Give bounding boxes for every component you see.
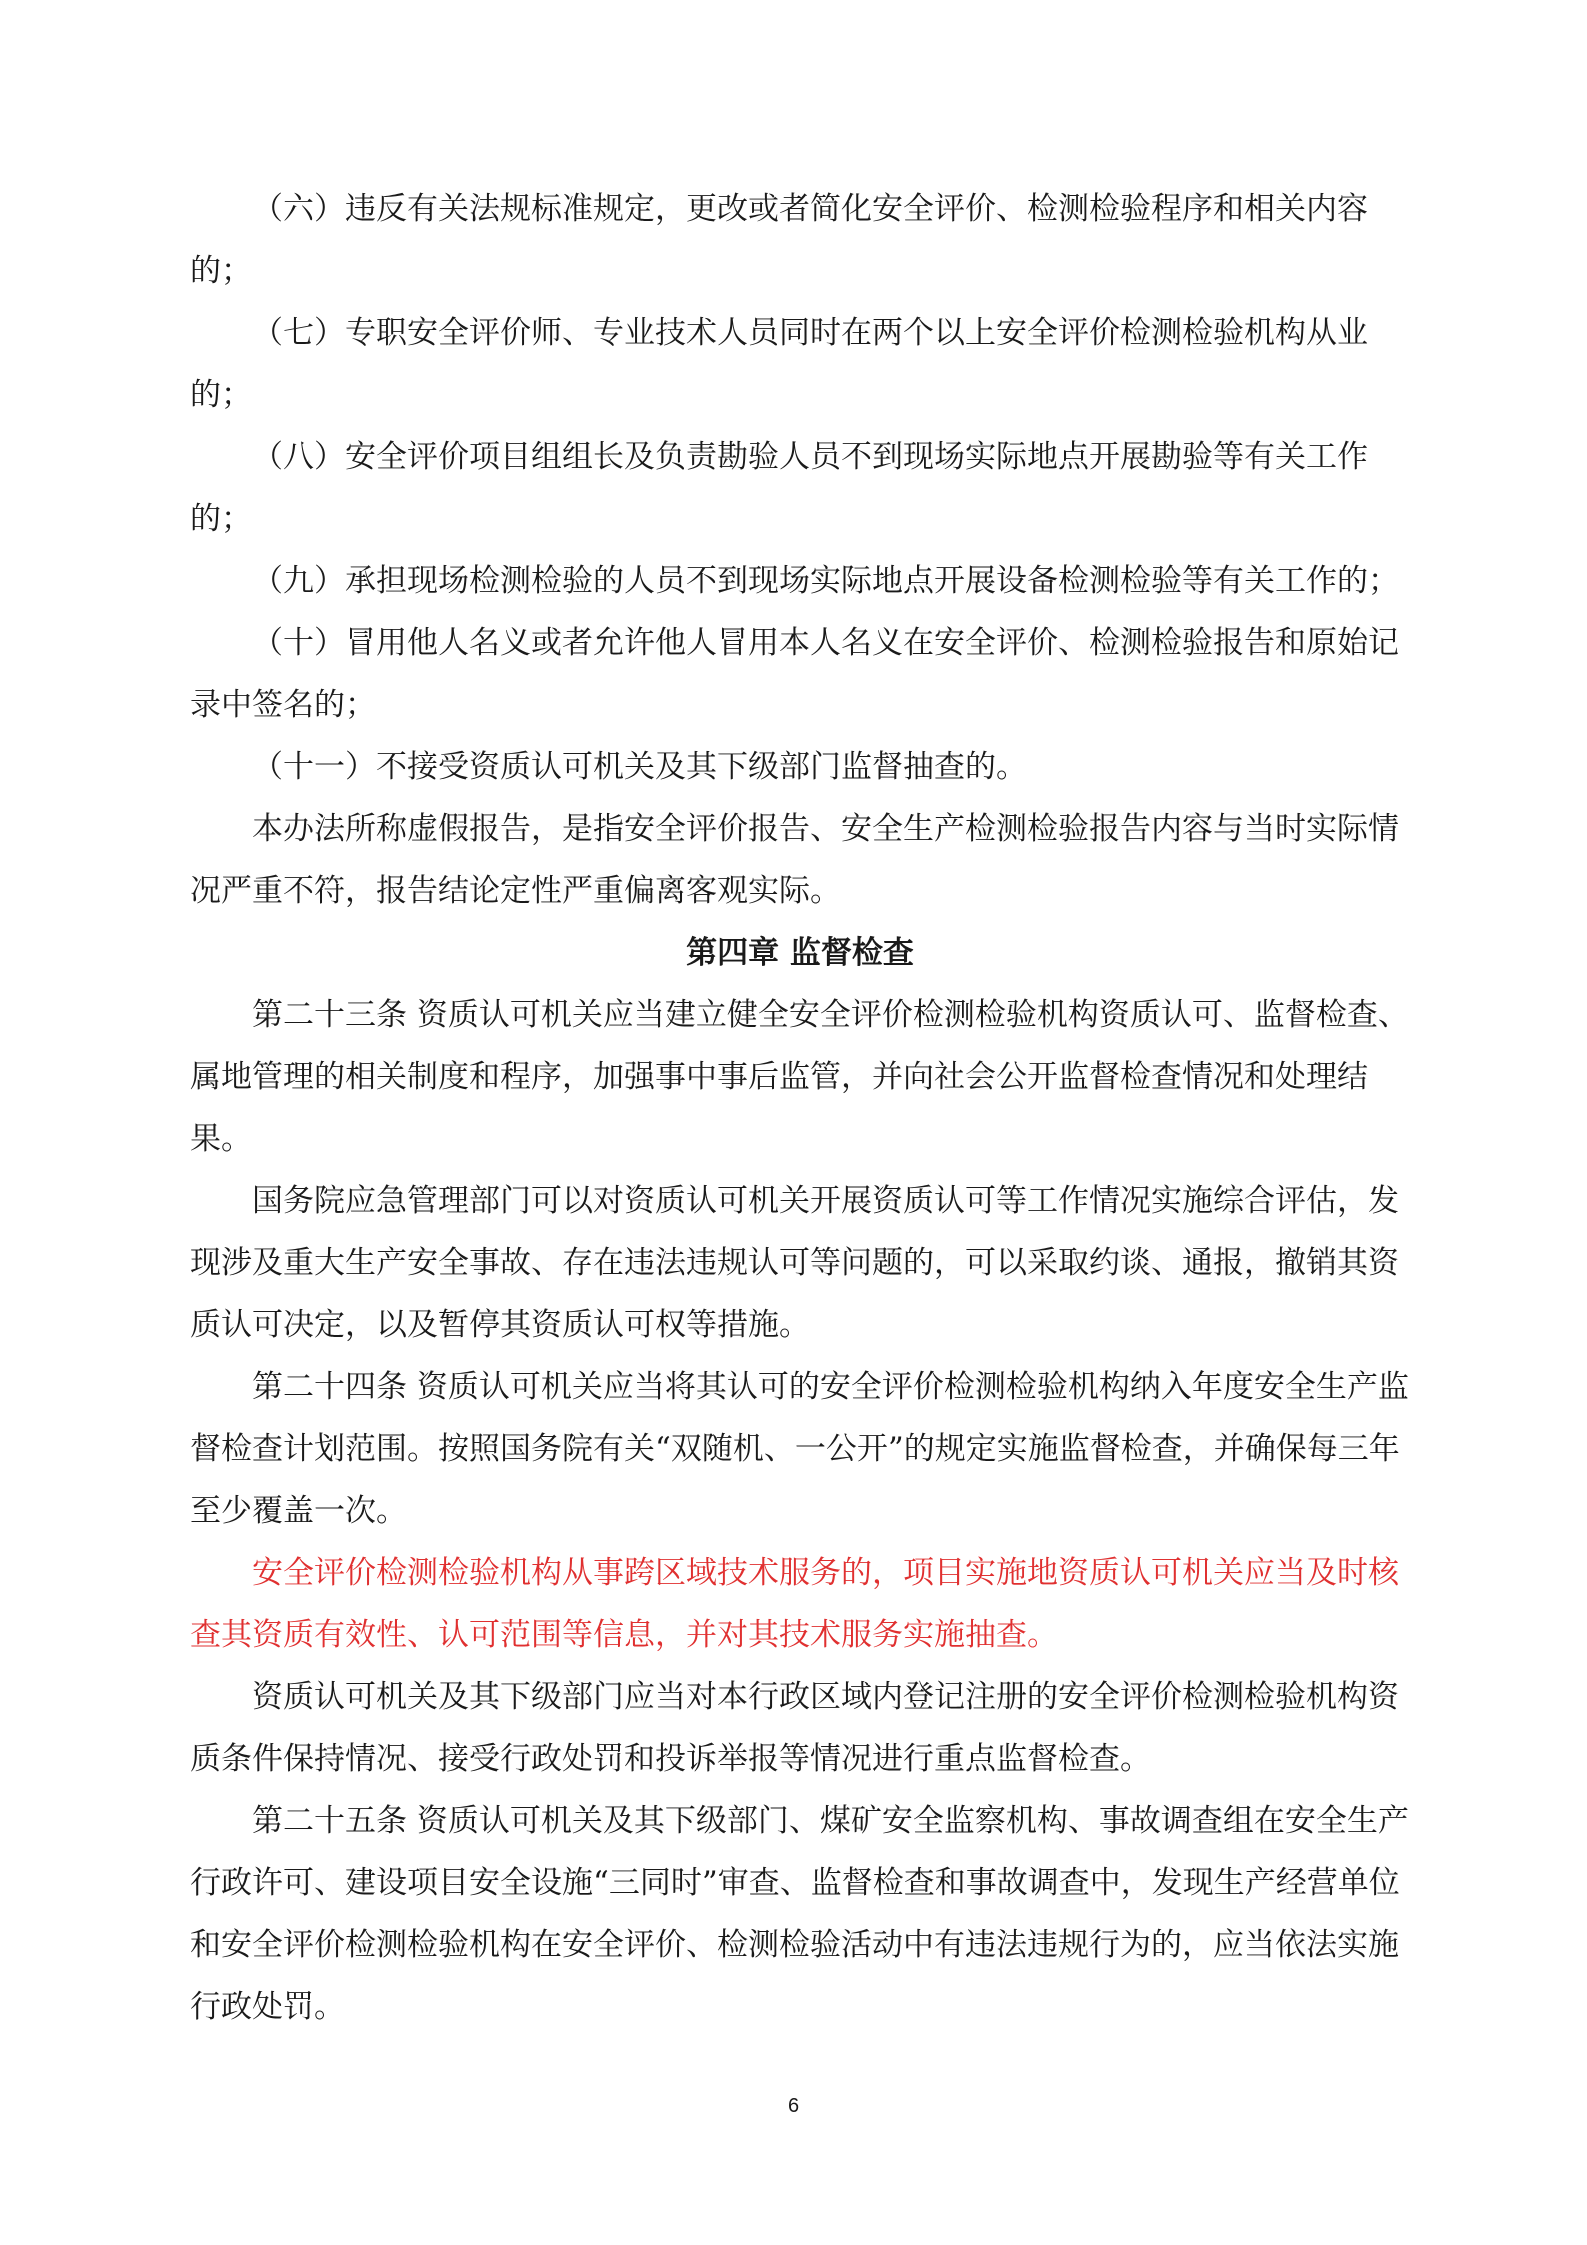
list-item-6: （六）违反有关法规标准规定，更改或者简化安全评价、检测检验程序和相关内容的；: [190, 191, 1368, 289]
list-item-11: （十一）不接受资质认可机关及其下级部门监督抽查的。: [252, 749, 1027, 785]
page-number: 6: [787, 2095, 800, 2117]
list-item-7: （七）专职安全评价师、专业技术人员同时在两个以上安全评价检测检验机构从业的；: [190, 315, 1368, 413]
chapter-heading: 第四章 监督检查: [686, 935, 914, 971]
article-23: 第二十三条 资质认可机关应当建立健全安全评价检测检验机构资质认可、监督检查、属地管理的相关制度和程序，加强事中事后监管，并向社会公开监督检查情况和处理结果。: [190, 997, 1409, 1157]
article-24: 第二十四条 资质认可机关应当将其认可的安全评价检测检验机构纳入年度安全生产监督检查计划范围。按照国务院有关“双随机、一公开”的规定实施监督检查，并确保每三年至少覆盖一次。: [190, 1369, 1409, 1529]
article-24-highlighted-paragraph: 安全评价检测检验机构从事跨区域技术服务的，项目实施地资质认可机关应当及时核查其资质有效性、认可范围等信息，并对其技术服务实施抽查。: [190, 1555, 1399, 1653]
article-25: 第二十五条 资质认可机关及其下级部门、煤矿安全监察机构、事故调查组在安全生产行政许可、建设项目安全设施“三同时”审查、监督检查和事故调查中，发现生产经营单位和安全评价检测检验机构在安全评价、检测检验活动中有违法违规行为的，应当依法实施行政处罚。: [190, 1803, 1409, 2025]
list-item-10: （十）冒用他人名义或者允许他人冒用本人名义在安全评价、检测检验报告和原始记录中签名的；: [190, 625, 1399, 723]
article-23-paragraph-2: 国务院应急管理部门可以对资质认可机关开展资质认可等工作情况实施综合评估，发现涉及重大生产安全事故、存在违法违规认可等问题的，可以采取约谈、通报，撤销其资质认可决定，以及暂停其资质认可权等措施。: [190, 1183, 1399, 1343]
article-24-paragraph-3: 资质认可机关及其下级部门应当对本行政区域内登记注册的安全评价检测检验机构资质条件保持情况、接受行政处罚和投诉举报等情况进行重点监督检查。: [190, 1679, 1399, 1777]
document-body: [190, 178, 1410, 2038]
false-report-definition: 本办法所称虚假报告，是指安全评价报告、安全生产检测检验报告内容与当时实际情况严重不符，报告结论定性严重偏离客观实际。: [190, 811, 1399, 909]
list-item-9: （九）承担现场检测检验的人员不到现场实际地点开展设备检测检验等有关工作的；: [252, 563, 1399, 599]
list-item-8: （八）安全评价项目组组长及负责勘验人员不到现场实际地点开展勘验等有关工作的；: [190, 439, 1368, 537]
